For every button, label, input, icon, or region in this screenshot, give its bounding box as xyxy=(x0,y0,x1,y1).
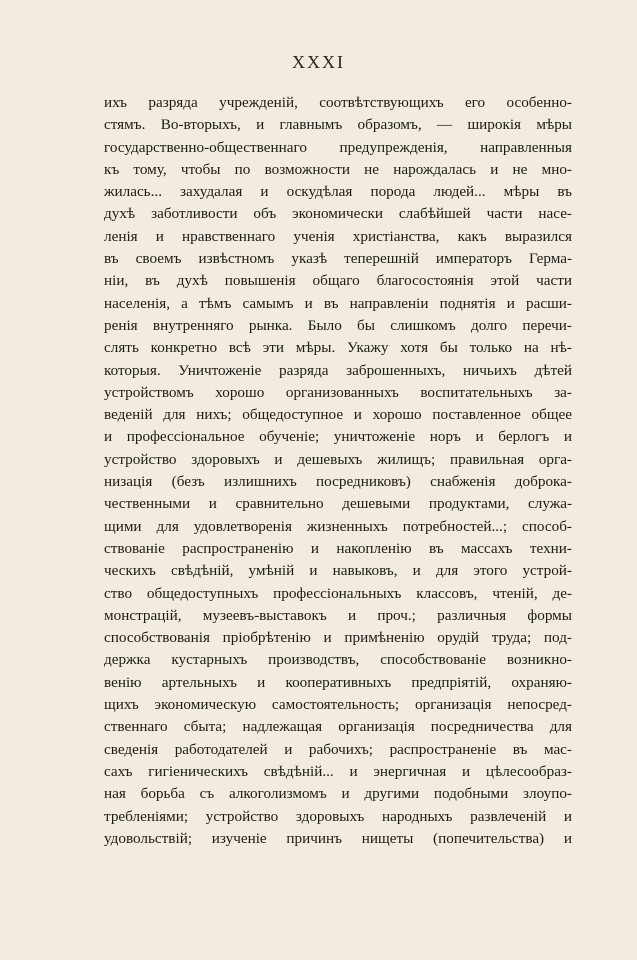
text-line: ренія внутренняго рынка. Было бы слишкомъ долго перечи- xyxy=(104,316,572,334)
text-line: чественными и сравнительно дешевыми продуктами, служа- xyxy=(104,495,572,513)
text-line: устройство здоровыхъ и дешевыхъ жилищъ; правильная орга- xyxy=(104,450,572,468)
text-line: которыя. Уничтоженіе разряда заброшенныхъ, ничьихъ дѣтей xyxy=(104,361,572,379)
text-line: ихъ разряда учрежденій, соотвѣтствующихъ его особенно- xyxy=(104,94,572,111)
text-line: слять конкретно всѣ эти мѣры. Укажу хотя бы только на нѣ- xyxy=(104,339,572,357)
text-line: монстрацій, музеевъ-выставокъ и проч.; различныя формы xyxy=(104,606,572,624)
text-line: сахъ гигіеническихъ свѣдѣній... и энергичная и цѣлесообраз- xyxy=(104,762,572,780)
text-line: духѣ заботливости объ экономически слабѣйшей части насе- xyxy=(104,205,572,223)
text-line: удовольствій; изученіе причинъ нищеты (попечительства) и xyxy=(104,829,572,847)
text-line: государственно-общественнаго предупрежденія, направленныя xyxy=(104,138,572,156)
text-line: въ своемъ извѣстномъ указѣ теперешній императоръ Герма- xyxy=(104,250,572,268)
text-line: низація (безъ излишнихъ посредниковъ) снабженія доброка- xyxy=(104,473,572,491)
text-line: венію артельныхъ и кооперативныхъ предпріятій, охраняю- xyxy=(104,673,572,691)
text-line: щими для удовлетворенія жизненныхъ потребностей...; способ- xyxy=(104,517,572,535)
text-line: ственнаго сбыта; надлежащая организація посредничества для xyxy=(104,718,572,736)
text-line: устройствомъ хорошо организованныхъ воспитательныхъ за- xyxy=(104,383,572,401)
body-text xyxy=(104,92,572,850)
page-number: XXXI xyxy=(292,52,345,72)
text-line: ная борьба съ алкоголизмомъ и другими подобными злоупо- xyxy=(104,785,572,803)
text-line: и профессіональное обученіе; уничтоженіе норъ и берлогъ и xyxy=(104,428,572,446)
text-line: держка кустарныхъ производствъ, способствованіе возникно- xyxy=(104,651,572,669)
text-line: къ тому, чтобы по возможности не нарождалась и не мно- xyxy=(104,160,572,178)
text-line: требленіями; устройство здоровыхъ народныхъ развлеченій и xyxy=(104,807,572,825)
text-line: населенія, а тѣмъ самымъ и въ направленіи поднятія и расши- xyxy=(104,294,572,312)
text-line: ніи, въ духѣ повышенія общаго благосостоянія этой части xyxy=(104,272,572,290)
text-line: стямъ. Во-вторыхъ, и главнымъ образомъ, — широкія мѣры xyxy=(104,116,572,134)
text-line: сведенія работодателей и рабочихъ; распространеніе въ мас- xyxy=(104,740,572,758)
text-line: щихъ экономическую самостоятельность; организація непосред- xyxy=(104,696,572,714)
text-line: жилась... захудалая и оскудѣлая порода людей... мѣры въ xyxy=(104,183,572,201)
text-line: ствованіе распространенію и накопленію въ массахъ техни- xyxy=(104,539,572,557)
text-line: ческихъ свѣдѣній, умѣній и навыковъ, и для этого устрой- xyxy=(104,562,572,580)
text-line: способствованія пріобрѣтенію и примѣненію орудій труда; под- xyxy=(104,629,572,647)
text-line: ство общедоступныхъ профессіональныхъ классовъ, чтеній, де- xyxy=(104,584,572,602)
text-line: веденій для нихъ; общедоступное и хорошо поставленное общее xyxy=(104,406,572,424)
text-line: ленія и нравственнаго ученія христіанства, какъ выразился xyxy=(104,227,572,245)
